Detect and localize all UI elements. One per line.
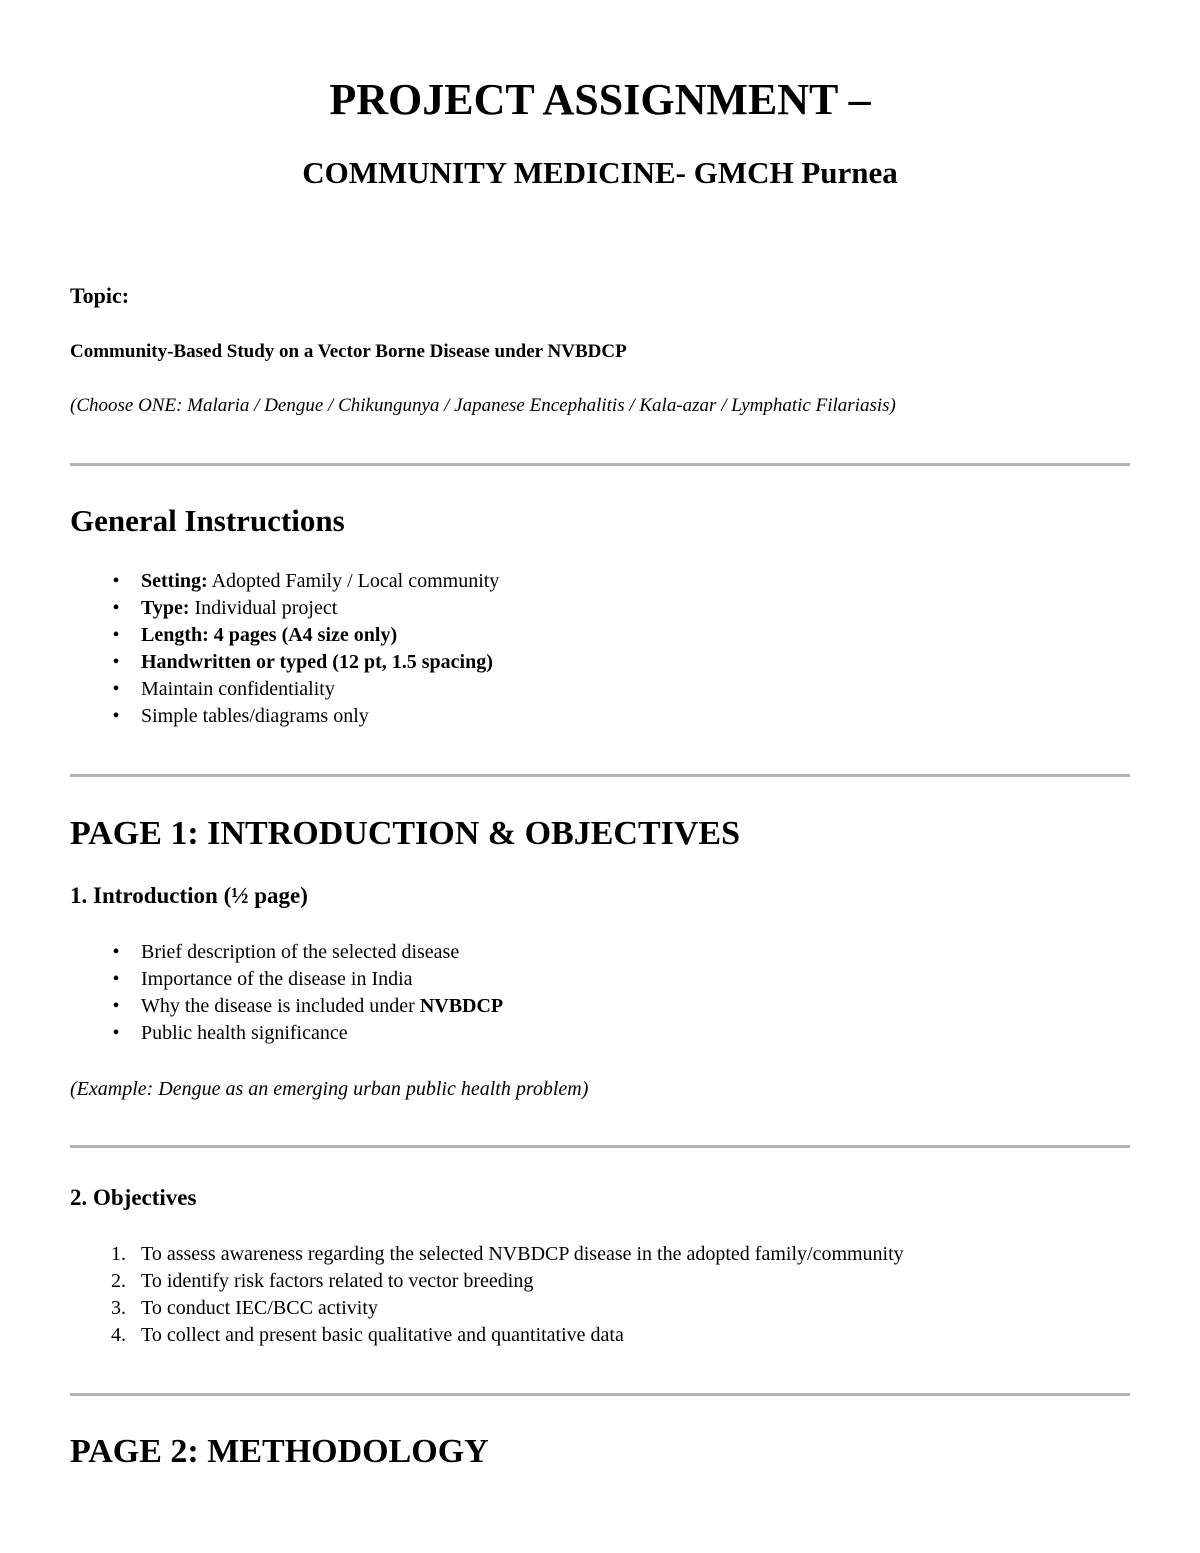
list-item <box>70 1020 503 1047</box>
list-item <box>70 595 499 622</box>
introduction-example: (Example: Dengue as an emerging urban public health problem) <box>70 1078 589 1100</box>
item-text: To collect and present basic qualitative and quantitative data <box>141 1324 624 1346</box>
bullet-icon: • <box>112 570 120 592</box>
item-text: Individual project <box>189 597 338 619</box>
bullet-icon: • <box>112 941 120 963</box>
divider <box>70 774 1130 777</box>
bullet-icon: • <box>112 678 120 700</box>
list-item <box>70 1295 904 1322</box>
item-bold: NVBDCP <box>419 995 504 1017</box>
divider <box>70 1145 1130 1148</box>
item-text: Importance of the disease in India <box>141 968 413 990</box>
item-number: 2. <box>111 1270 126 1292</box>
topic-choices: (Choose ONE: Malaria / Dengue / Chikungunya / Japanese Encephalitis / Kala-azar / Lymphatic Filariasis) <box>70 395 896 416</box>
item-text: To conduct IEC/BCC activity <box>141 1297 378 1319</box>
item-label: Handwritten or typed (12 pt, 1.5 spacing) <box>141 651 493 673</box>
bullet-icon: • <box>112 624 120 646</box>
bullet-icon: • <box>112 705 120 727</box>
list-item <box>70 993 503 1020</box>
divider <box>70 463 1130 466</box>
topic-title: Community-Based Study on a Vector Borne Disease under NVBDCP <box>70 341 627 362</box>
introduction-list <box>70 939 503 1047</box>
page2-heading: PAGE 2: METHODOLOGY <box>70 1433 489 1470</box>
list-item <box>70 1268 904 1295</box>
list-item <box>70 1322 904 1349</box>
item-text: Why the disease is included under <box>141 995 420 1017</box>
item-text: To assess awareness regarding the selected NVBDCP disease in the adopted family/community <box>141 1243 904 1265</box>
introduction-heading: 1. Introduction (½ page) <box>70 883 308 908</box>
bullet-icon: • <box>112 651 120 673</box>
page1-heading: PAGE 1: INTRODUCTION & OBJECTIVES <box>70 815 741 852</box>
item-label: Setting: <box>141 570 208 592</box>
list-item <box>70 676 499 703</box>
bullet-icon: • <box>112 968 120 990</box>
item-number: 4. <box>111 1324 126 1346</box>
item-number: 1. <box>111 1243 126 1265</box>
item-text: Adopted Family / Local community <box>207 570 500 592</box>
list-item <box>70 703 499 730</box>
item-text: Brief description of the selected disease <box>141 941 460 963</box>
item-text: To identify risk factors related to vector breeding <box>141 1270 534 1292</box>
item-text: Simple tables/diagrams only <box>141 705 369 727</box>
item-label: Type: <box>141 597 190 619</box>
list-item <box>70 568 499 595</box>
general-instructions-heading: General Instructions <box>70 503 345 538</box>
list-item <box>70 1241 904 1268</box>
objectives-list <box>70 1241 904 1349</box>
item-number: 3. <box>111 1297 126 1319</box>
divider <box>70 1393 1130 1396</box>
list-item <box>70 622 499 649</box>
item-label: Length: 4 pages (A4 size only) <box>141 624 398 646</box>
bullet-icon: • <box>112 995 120 1017</box>
bullet-icon: • <box>112 1022 120 1044</box>
item-text: Public health significance <box>141 1022 348 1044</box>
item-text: Maintain confidentiality <box>141 678 335 700</box>
page-subtitle: COMMUNITY MEDICINE- GMCH Purnea <box>302 155 898 190</box>
general-instructions-list <box>70 568 499 730</box>
page-title: PROJECT ASSIGNMENT – <box>329 75 871 124</box>
list-item <box>70 966 503 993</box>
objectives-heading: 2. Objectives <box>70 1185 197 1210</box>
topic-label: Topic: <box>70 283 130 308</box>
list-item <box>70 939 503 966</box>
bullet-icon: • <box>112 597 120 619</box>
list-item <box>70 649 499 676</box>
